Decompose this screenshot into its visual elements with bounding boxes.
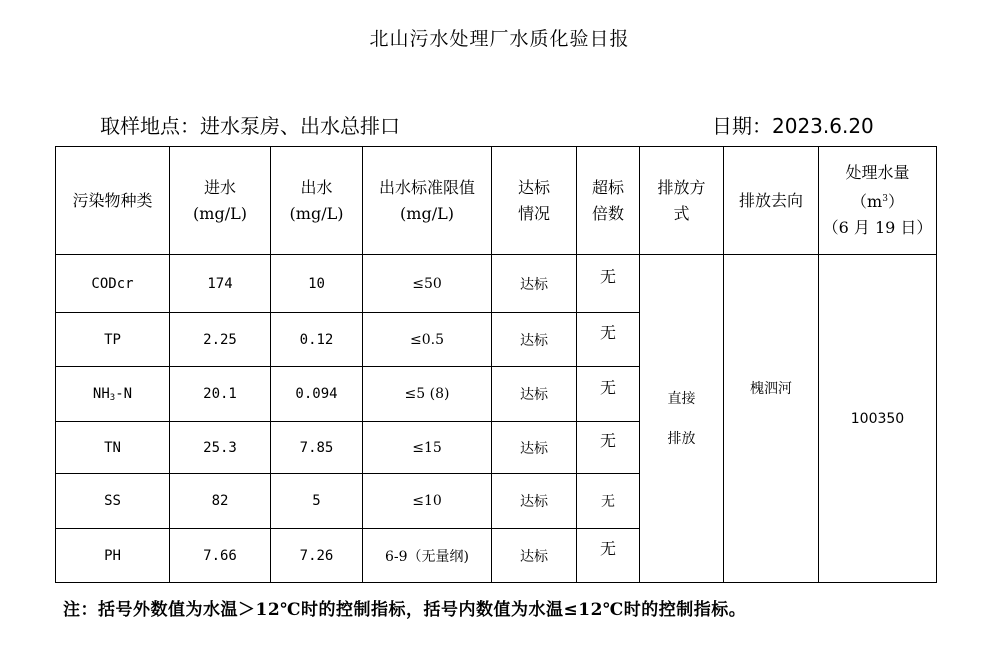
header-outflow-unit: (mg/L) [289, 203, 344, 223]
pollutant-cell: $NH_3-N$ [56, 367, 170, 422]
inflow-cell: 20.1 [170, 367, 271, 422]
header-row [56, 147, 937, 255]
pollutant-cell: TP [56, 313, 170, 367]
exceed-cell [577, 313, 640, 367]
standard-cell: ≤15 [363, 422, 492, 474]
header-standard-label: 出水标准限值 [378, 177, 475, 197]
exceed-value: 无 [599, 431, 616, 450]
header-discharge-method-line2: 式 [673, 203, 690, 223]
pollutant-cell: PH [56, 529, 170, 583]
exceed-value: 无 [599, 377, 616, 397]
exceed-cell [577, 422, 640, 474]
treated-volume-cell: 100350 [819, 255, 937, 583]
outflow-cell: 10 [271, 255, 363, 313]
header-volume-line1: 处理水量 [845, 163, 910, 182]
status-cell: 达标 [492, 474, 577, 529]
standard-cell: ≤0.5 [363, 313, 492, 367]
status-cell: 达标 [492, 529, 577, 583]
exceed-cell [577, 474, 640, 529]
table-row [56, 255, 937, 313]
outflow-cell: 7.85 [271, 422, 363, 474]
header-inflow-unit: (mg/L) [193, 203, 247, 223]
outflow-cell: 5 [271, 474, 363, 529]
header-inflow [170, 147, 271, 255]
exceed-cell [577, 529, 640, 583]
pollutant-cell: TN [56, 422, 170, 474]
outflow-cell: 0.12 [271, 313, 363, 367]
discharge-method-line2: 排放 [667, 430, 696, 447]
header-exceed [577, 147, 640, 255]
header-compliance-line2: 情况 [517, 203, 550, 223]
exceed-cell [577, 367, 640, 422]
outflow-cell: 7.26 [271, 529, 363, 583]
pollutant-cell: SS [56, 474, 170, 529]
header-discharge-method [640, 147, 724, 255]
exceed-cell [577, 255, 640, 313]
header-standard [363, 147, 492, 255]
discharge-method-cell [640, 255, 724, 583]
standard-cell: 6-9（无量纲) [363, 529, 492, 583]
header-volume-date: （6 月 19 日） [822, 218, 933, 237]
status-cell: 达标 [492, 367, 577, 422]
status-cell: 达标 [492, 313, 577, 367]
footnote: 注：括号外数值为水温＞12℃时的控制指标，括号内数值为水温≤12℃时的控制指标。 [63, 600, 747, 620]
exceed-value: 无 [601, 494, 615, 510]
water-quality-table [55, 146, 937, 583]
report-date: 日期：2023.6.20 [712, 114, 874, 138]
header-volume-unit: $(m^3)$ [851, 192, 904, 211]
header-outflow [271, 147, 363, 255]
header-discharge-method-line1: 排放方 [657, 177, 706, 197]
inflow-cell: 25.3 [170, 422, 271, 474]
standard-cell: ≤5 (8) [363, 367, 492, 422]
header-exceed-line1: 超标 [591, 177, 624, 197]
discharge-destination-value: 槐泗河 [750, 380, 792, 397]
header-exceed-line2: 倍数 [591, 203, 624, 223]
header-discharge-destination: 排放去向 [724, 147, 819, 255]
exceed-value: 无 [599, 267, 616, 286]
header-compliance [492, 147, 577, 255]
inflow-cell: 7.66 [170, 529, 271, 583]
sampling-location: 取样地点：进水泵房、出水总排口 [100, 114, 400, 138]
header-pollutant: 污染物种类 [56, 147, 170, 255]
header-outflow-label: 出水 [300, 177, 333, 197]
pollutant-cell: CODcr [56, 255, 170, 313]
outflow-cell: 0.094 [271, 367, 363, 422]
report-title: 北山污水处理厂水质化验日报 [369, 28, 630, 50]
status-cell: 达标 [492, 422, 577, 474]
inflow-cell: 2.25 [170, 313, 271, 367]
standard-cell: ≤50 [363, 255, 492, 313]
header-inflow-label: 进水 [203, 177, 236, 197]
status-cell: 达标 [492, 255, 577, 313]
inflow-cell: 82 [170, 474, 271, 529]
header-volume [819, 147, 937, 255]
header-standard-unit: (mg/L) [400, 203, 454, 223]
exceed-value: 无 [599, 539, 616, 558]
header-compliance-line1: 达标 [517, 177, 550, 197]
discharge-method-line1: 直接 [667, 390, 696, 407]
exceed-value: 无 [599, 323, 616, 342]
inflow-cell: 174 [170, 255, 271, 313]
discharge-destination-cell [724, 255, 819, 583]
standard-cell: ≤10 [363, 474, 492, 529]
